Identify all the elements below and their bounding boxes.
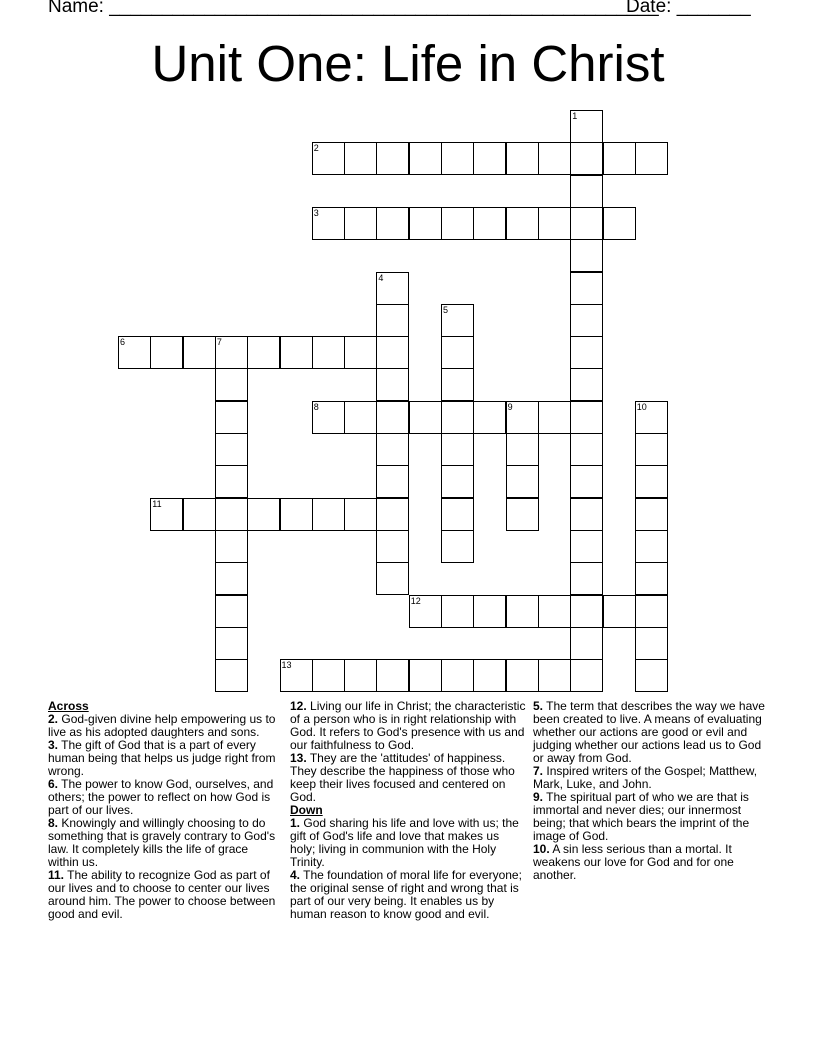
crossword-cell[interactable] [409,595,442,628]
page-title: Unit One: Life in Christ [151,35,665,92]
clue-across-13: 13. They are the 'attitudes' of happiness. They describe the happiness of those who keep their lives focused and centered on God. [290,751,515,804]
crossword-cell[interactable] [570,304,603,337]
crossword-cell[interactable] [635,142,668,175]
crossword-cell[interactable] [312,207,345,240]
crossword-cell[interactable] [603,595,636,628]
cell-number: 7 [216,337,222,348]
crossword-cell[interactable] [215,465,248,498]
crossword-cell[interactable] [635,465,668,498]
crossword-cell[interactable] [280,336,313,369]
crossword-cell[interactable] [376,433,409,466]
clue-number: 11. [48,868,65,882]
crossword-cell[interactable] [570,336,603,369]
crossword-cell[interactable] [118,336,151,369]
crossword-cell[interactable] [215,627,248,660]
crossword-cell[interactable] [409,401,442,434]
clue-down-1: 1. God sharing his life and love with us; the gift of God's life and love that makes us holy; living in communion with the Holy Trinity. [290,816,519,869]
crossword-cell[interactable] [215,433,248,466]
clue-number: 13. [290,751,307,765]
crossword-cell[interactable] [344,659,377,692]
clue-across-12: 12. Living our life in Christ; the characteristic of a person who is in right relationship with God. It refers to God's presence with us and our faithfulness to God. [290,699,526,752]
crossword-cell[interactable] [635,562,668,595]
crossword-cell[interactable] [441,336,474,369]
crossword-cell[interactable] [570,272,603,305]
crossword-cell[interactable] [570,433,603,466]
clue-number: 10. [533,842,550,856]
crossword-cell[interactable] [506,401,539,434]
crossword-cell[interactable] [473,659,506,692]
crossword-cell[interactable] [376,272,409,305]
crossword-cell[interactable] [441,530,474,563]
date-field-label: Date: _______ [626,0,751,17]
clue-number: 9. [533,790,544,804]
crossword-cell[interactable] [312,401,345,434]
crossword-cell[interactable] [376,336,409,369]
crossword-cell[interactable] [344,401,377,434]
crossword-cell[interactable] [473,401,506,434]
clue-down-4: 4. The foundation of moral life for everyone; the original sense of right and wrong that is part of our very being. It enables us by human reason to know good and evil. [290,868,522,921]
crossword-cell[interactable] [506,595,539,628]
crossword-cell[interactable] [376,562,409,595]
crossword-cell[interactable] [538,142,571,175]
clue-number: 7. [533,764,544,778]
crossword-cell[interactable] [506,207,539,240]
clue-down-9: 9. The spiritual part of who we are that is immortal and never dies; our innermost being; that which bears the imprint of the image of God. [533,790,750,843]
crossword-cell[interactable] [376,530,409,563]
clue-column-3 [533,700,765,882]
crossword-cell[interactable] [376,304,409,337]
crossword-cell[interactable] [312,142,345,175]
crossword-cell[interactable] [538,595,571,628]
crossword-cell[interactable] [473,142,506,175]
crossword-cell[interactable] [506,498,539,531]
crossword-cell[interactable] [215,595,248,628]
crossword-cell[interactable] [280,498,313,531]
clue-across-3: 3. The gift of God that is a part of every human being that helps us judge right from wrong. [48,738,276,778]
clue-number: 3. [48,738,59,752]
crossword-cell[interactable] [215,530,248,563]
crossword-cell[interactable] [183,498,216,531]
crossword-cell[interactable] [344,142,377,175]
clue-number: 6. [48,777,59,791]
crossword-cell[interactable] [570,401,603,434]
crossword-cell[interactable] [538,207,571,240]
crossword-cell[interactable] [215,368,248,401]
crossword-cell[interactable] [215,562,248,595]
crossword-cell[interactable] [538,401,571,434]
crossword-cell[interactable] [312,336,345,369]
crossword-cell[interactable] [441,207,474,240]
crossword-cell[interactable] [570,530,603,563]
crossword-cell[interactable] [441,368,474,401]
crossword-cell[interactable] [635,498,668,531]
crossword-cell[interactable] [409,142,442,175]
cell-number: 4 [378,272,384,283]
clue-across-11: 11. The ability to recognize God as part of our lives and to choose to center our lives around him. The power to choose between good and evil. [48,868,276,921]
cell-number: 11 [152,498,162,509]
crossword-cell[interactable] [538,659,571,692]
crossword-cell[interactable] [506,142,539,175]
crossword-cell[interactable] [441,465,474,498]
crossword-cell[interactable] [376,207,409,240]
cell-number: 9 [507,401,513,412]
clue-number: 1. [290,816,301,830]
crossword-cell[interactable] [635,530,668,563]
crossword-cell[interactable] [441,304,474,337]
crossword-cell[interactable] [441,401,474,434]
clue-number: 2. [48,712,59,726]
crossword-cell[interactable] [635,433,668,466]
crossword-cell[interactable] [215,336,248,369]
clue-number: 12. [290,699,307,713]
crossword-cell[interactable] [183,336,216,369]
crossword-cell[interactable] [570,562,603,595]
crossword-cell[interactable] [635,627,668,660]
clue-down-10: 10. A sin less serious than a mortal. It weakens our love for God and for one another. [533,842,734,882]
crossword-cell[interactable] [473,207,506,240]
crossword-cell[interactable] [570,239,603,272]
clue-across-8: 8. Knowingly and willingly choosing to do something that is gravely contrary to God's law. It completely kills the life of grace within us. [48,816,276,869]
crossword-cell[interactable] [441,142,474,175]
cell-number: 6 [120,337,126,348]
crossword-cell[interactable] [570,627,603,660]
clue-across-6: 6. The power to know God, ourselves, and others; the power to reflect on how God is part of our lives. [48,777,274,817]
cell-number: 2 [313,143,319,154]
crossword-cell[interactable] [506,465,539,498]
crossword-cell[interactable] [570,110,603,143]
crossword-cell[interactable] [409,207,442,240]
clue-column-1 [48,700,280,921]
crossword-cell[interactable] [150,336,183,369]
crossword-cell[interactable] [312,659,345,692]
crossword-cell[interactable] [376,401,409,434]
crossword-cell[interactable] [570,142,603,175]
clue-across-2: 2. God-given divine help empowering us to live as his adopted daughters and sons. [48,712,276,739]
crossword-cell[interactable] [344,498,377,531]
cell-number: 8 [313,401,319,412]
crossword-cell[interactable] [376,465,409,498]
crossword-cell[interactable] [215,659,248,692]
crossword-cell[interactable] [441,498,474,531]
crossword-cell[interactable] [635,401,668,434]
crossword-cell[interactable] [344,207,377,240]
crossword-cell[interactable] [570,465,603,498]
crossword-cell[interactable] [570,595,603,628]
name-field-label: Name: ____________________________________________________ [48,0,659,17]
across-heading: Across [48,699,89,713]
clue-number: 5. [533,699,544,713]
crossword-cell[interactable] [441,595,474,628]
crossword-cell[interactable] [506,659,539,692]
crossword-cell[interactable] [215,401,248,434]
down-heading: Down [290,803,323,817]
cell-number: 1 [572,111,578,121]
crossword-cell[interactable] [376,498,409,531]
clue-number: 4. [290,868,301,882]
crossword-cell[interactable] [376,142,409,175]
crossword-cell[interactable] [603,207,636,240]
crossword-cell[interactable] [150,498,183,531]
crossword-cell[interactable] [635,595,668,628]
crossword-cell[interactable] [570,659,603,692]
crossword-cell[interactable] [506,433,539,466]
crossword-cell[interactable] [635,659,668,692]
crossword-cell[interactable] [312,498,345,531]
crossword-cell[interactable] [247,336,280,369]
crossword-cell[interactable] [570,207,603,240]
crossword-cell[interactable] [570,498,603,531]
crossword-cell[interactable] [570,175,603,208]
crossword-cell[interactable] [473,595,506,628]
cell-number: 5 [443,304,449,315]
crossword-cell[interactable] [603,142,636,175]
crossword-cell[interactable] [376,368,409,401]
crossword-cell[interactable] [441,433,474,466]
clue-down-5: 5. The term that describes the way we have been created to live. A means of evaluating whether our actions are good or evil and judging whether our actions lead us to God or away from God. [533,699,765,765]
crossword-cell[interactable] [344,336,377,369]
cell-number: 12 [410,595,421,606]
crossword-cell[interactable] [409,659,442,692]
crossword-cell[interactable] [215,498,248,531]
clue-column-2 [290,700,526,921]
crossword-cell[interactable] [247,498,280,531]
clue-down-7: 7. Inspired writers of the Gospel; Matthew, Mark, Luke, and John. [533,764,758,791]
clue-number: 8. [48,816,59,830]
crossword-cell[interactable] [570,368,603,401]
crossword-cell[interactable] [376,659,409,692]
cell-number: 3 [313,207,319,218]
crossword-cell[interactable] [441,659,474,692]
crossword-cell[interactable] [280,659,313,692]
cell-number: 13 [281,660,292,671]
cell-number: 10 [636,401,647,412]
